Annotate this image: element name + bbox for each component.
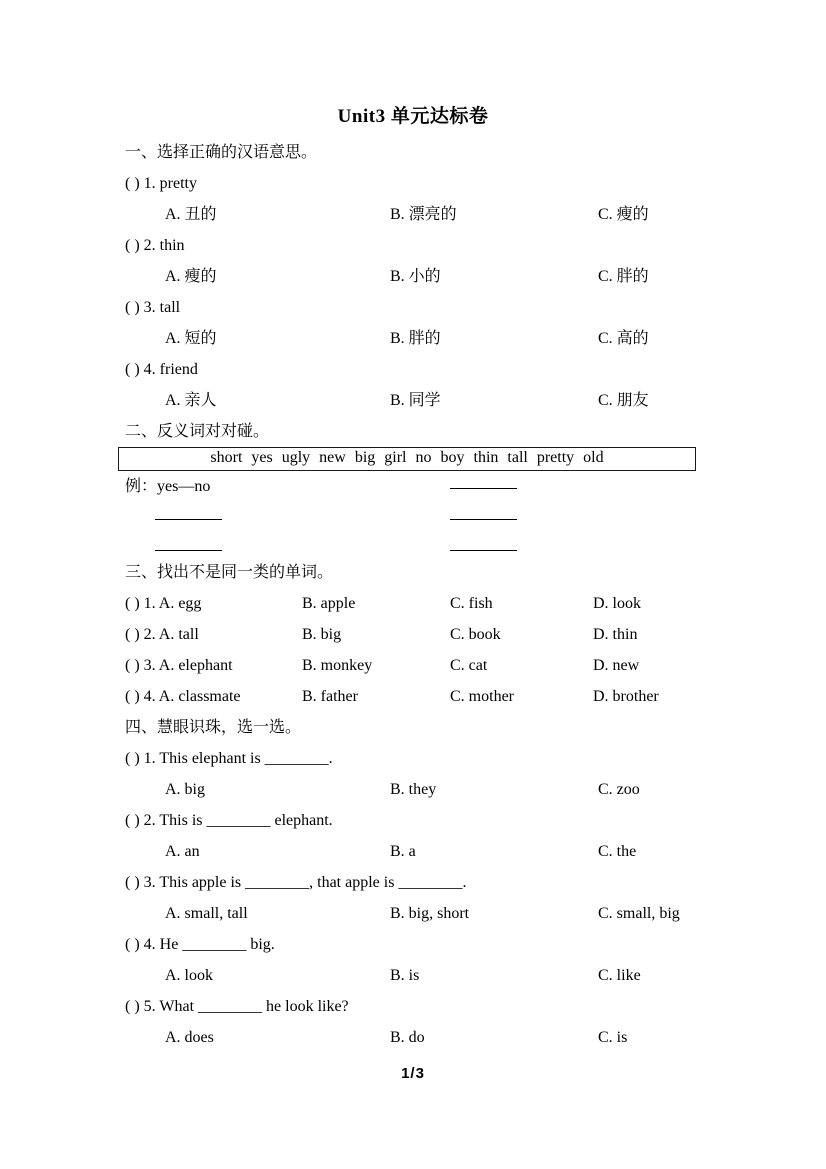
- question-stem: ( ) 2. This is ________ elephant.: [125, 812, 333, 829]
- option-d: D. look: [593, 595, 641, 612]
- document-content: [125, 137, 707, 1053]
- option-b: B. 小的: [390, 268, 441, 285]
- option-c: C. zoo: [598, 781, 640, 798]
- option-b: B. 同学: [390, 392, 441, 409]
- option-b: B. father: [302, 688, 358, 705]
- question-stem-option-a: ( ) 3. A. elephant: [125, 657, 233, 674]
- option-c: C. 胖的: [598, 268, 649, 285]
- option-b: B. big: [302, 626, 342, 643]
- question-stem-option-a: ( ) 2. A. tall: [125, 626, 199, 643]
- options-row: [125, 323, 707, 354]
- option-b: B. big, short: [390, 905, 470, 922]
- option-a: A. 丑的: [165, 206, 217, 223]
- option-c: C. is: [598, 1029, 628, 1046]
- section-3-heading: 三、找出不是同一类的单词。: [125, 564, 334, 581]
- option-b: B. 漂亮的: [390, 206, 457, 223]
- section-2-heading: 二、反义词对对碰。: [125, 423, 270, 440]
- question-row: [125, 588, 707, 619]
- antonym-example: 例：yes—no: [125, 478, 211, 495]
- question-row: [125, 619, 707, 650]
- question-stem-option-a: ( ) 1. A. egg: [125, 595, 202, 612]
- option-c: C. like: [598, 967, 641, 984]
- option-b: B. a: [390, 843, 416, 860]
- option-a: A. small, tall: [165, 905, 248, 922]
- word-bank-words: short yes ugly new big girl no boy thin tall pretty old: [210, 449, 604, 466]
- options-row: [125, 898, 707, 929]
- answer-blank: [450, 488, 517, 489]
- option-c: C. small, big: [598, 905, 680, 922]
- question-stem: ( ) 4. He ________ big.: [125, 936, 275, 953]
- antonym-example-row: [125, 471, 707, 502]
- option-c: C. book: [450, 626, 501, 643]
- question-stem: ( ) 1. pretty: [125, 175, 197, 192]
- option-a: A. look: [165, 967, 213, 984]
- option-c: C. cat: [450, 657, 488, 674]
- answer-blank: [450, 550, 517, 551]
- question-stem: ( ) 2. thin: [125, 237, 185, 254]
- antonym-blank-row: [125, 502, 707, 533]
- option-a: A. big: [165, 781, 205, 798]
- question-stem: ( ) 3. This apple is ________, that apple is ________.: [125, 874, 467, 891]
- answer-blank: [450, 519, 517, 520]
- option-b: B. they: [390, 781, 437, 798]
- page-title: Unit3 单元达标卷: [337, 106, 489, 127]
- option-c: C. the: [598, 843, 637, 860]
- options-row: [125, 199, 707, 230]
- option-c: C. 高的: [598, 330, 649, 347]
- question-row: [125, 681, 707, 712]
- question-stem: ( ) 5. What ________ he look like?: [125, 998, 349, 1015]
- option-d: D. thin: [593, 626, 638, 643]
- options-row: [125, 960, 707, 991]
- question-stem: ( ) 3. tall: [125, 299, 181, 316]
- options-row: [125, 1022, 707, 1053]
- option-c: C. fish: [450, 595, 493, 612]
- option-d: D. new: [593, 657, 640, 674]
- option-b: B. 胖的: [390, 330, 441, 347]
- question-stem-option-a: ( ) 4. A. classmate: [125, 688, 241, 705]
- option-b: B. apple: [302, 595, 356, 612]
- options-row: [125, 774, 707, 805]
- antonym-blank-row: [125, 533, 707, 557]
- section-1-heading: 一、选择正确的汉语意思。: [125, 144, 318, 161]
- options-row: [125, 836, 707, 867]
- option-b: B. monkey: [302, 657, 373, 674]
- section-4-heading: 四、慧眼识珠，选一选。: [125, 719, 302, 736]
- page-number: 1/3: [401, 1065, 425, 1082]
- option-c: C. mother: [450, 688, 514, 705]
- answer-blank: [155, 519, 222, 520]
- option-c: C. 瘦的: [598, 206, 649, 223]
- option-a: A. does: [165, 1029, 214, 1046]
- question-stem: ( ) 4. friend: [125, 361, 198, 378]
- word-bank-box: [118, 447, 696, 471]
- option-a: A. an: [165, 843, 200, 860]
- option-c: C. 朋友: [598, 392, 649, 409]
- option-d: D. brother: [593, 688, 659, 705]
- question-row: [125, 650, 707, 681]
- option-b: B. do: [390, 1029, 425, 1046]
- options-row: [125, 385, 707, 416]
- option-b: B. is: [390, 967, 420, 984]
- question-stem: ( ) 1. This elephant is ________.: [125, 750, 333, 767]
- answer-blank: [155, 550, 222, 551]
- options-row: [125, 261, 707, 292]
- option-a: A. 亲人: [165, 392, 217, 409]
- option-a: A. 短的: [165, 330, 217, 347]
- option-a: A. 瘦的: [165, 268, 217, 285]
